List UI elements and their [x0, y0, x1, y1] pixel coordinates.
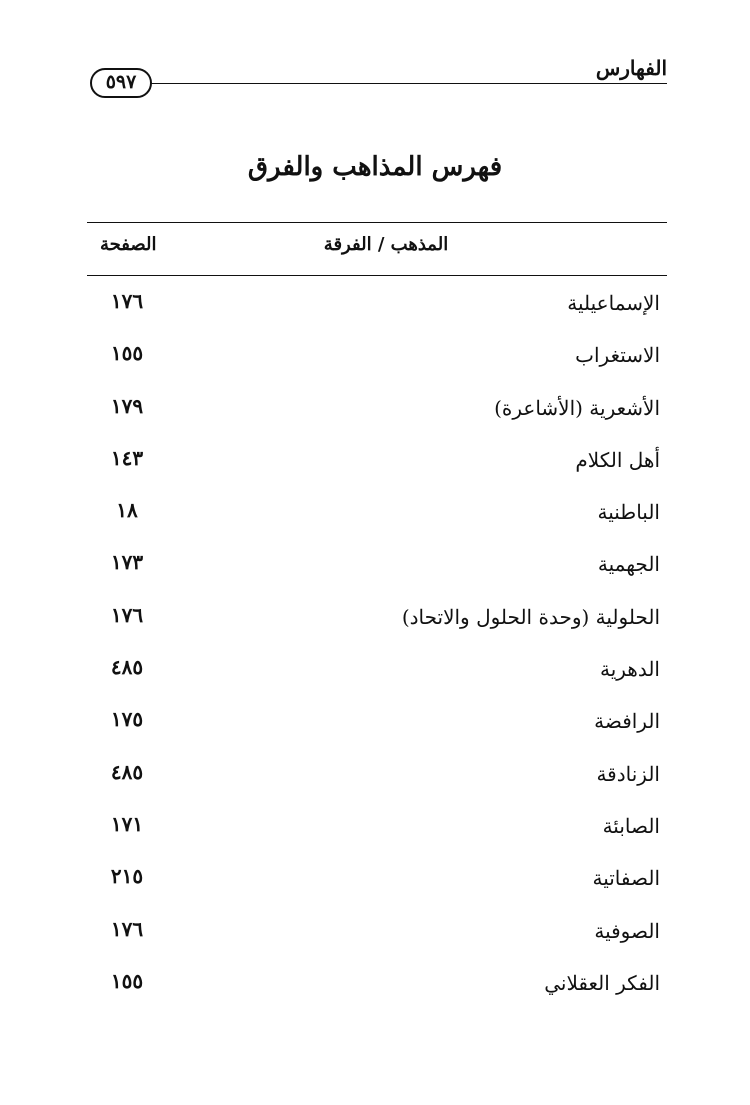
header-rule [150, 83, 667, 84]
page-ref: ١٧٦ [110, 602, 144, 627]
sect-name: الفكر العقلاني [544, 970, 660, 995]
sect-name: الجهمية [597, 552, 660, 577]
sect-name: أهل الكلام [575, 447, 660, 472]
table-top-rule [87, 222, 667, 223]
sect-name: الإسماعيلية [567, 291, 660, 315]
page-ref: ١٧٥ [110, 707, 144, 732]
page-number: ٥٩٧ [90, 68, 152, 98]
index-row [87, 283, 660, 335]
sect-name: الصوفية [594, 918, 660, 943]
running-header [90, 52, 667, 96]
page-ref: ١٤٣ [110, 445, 144, 470]
sect-name: الباطنية [597, 500, 660, 525]
index-row [87, 335, 660, 387]
sect-name: الأشعرية (الأشاعرة) [494, 395, 660, 420]
index-row [87, 754, 660, 806]
column-header-sect: المذهب / الفرقة [323, 234, 449, 255]
index-row [87, 597, 660, 649]
index-row [87, 963, 660, 1015]
page-ref: ١٥٥ [110, 968, 144, 993]
sect-name: الزنادقة [596, 761, 660, 786]
sect-name: الدهرية [599, 657, 660, 682]
index-row [87, 701, 660, 753]
index-list [87, 283, 660, 1015]
sect-name: الصفاتية [592, 866, 660, 891]
page-ref: ١٨ [116, 498, 138, 523]
page-ref: ١٧٩ [110, 393, 144, 418]
page-ref: ١٧٦ [110, 289, 144, 313]
sect-name: الرافضة [594, 709, 660, 734]
page-ref: ١٧٣ [110, 550, 144, 575]
index-row [87, 440, 660, 492]
page-ref: ١٥٥ [110, 341, 144, 366]
page-ref: ٤٨٥ [110, 759, 144, 784]
page-ref: ٤٨٥ [110, 655, 144, 680]
index-row [87, 492, 660, 544]
page-ref: ١٧١ [110, 811, 144, 836]
index-row [87, 388, 660, 440]
sect-name: الاستغراب [575, 343, 660, 368]
table-header-rule [87, 275, 667, 276]
running-title: الفهارس [595, 56, 667, 80]
index-row [87, 858, 660, 910]
index-row [87, 649, 660, 701]
column-header-page: الصفحة [100, 234, 157, 255]
index-row [87, 806, 660, 858]
page-title: فهرس المذاهب والفرق [247, 152, 503, 182]
page-ref: ٢١٥ [110, 864, 144, 889]
index-row [87, 911, 660, 963]
page-ref: ١٧٦ [110, 916, 144, 941]
index-row [87, 544, 660, 596]
sect-name: الحلولية (وحدة الحلول والاتحاد) [401, 604, 660, 629]
sect-name: الصابئة [602, 813, 660, 838]
